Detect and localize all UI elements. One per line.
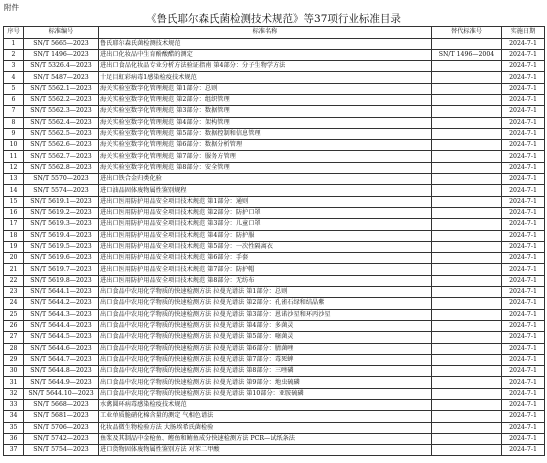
cell-standard-number: SN/T 5644.10—2023 [24, 388, 99, 399]
cell-index: 14 [4, 185, 24, 196]
cell-effective-date: 2024-7-1 [502, 196, 545, 207]
cell-effective-date: 2024-7-1 [502, 445, 545, 456]
cell-replaced-standard [432, 117, 502, 128]
cell-index: 23 [4, 287, 24, 298]
table-row [4, 388, 545, 399]
cell-standard-name: 出口食品中农用化学物质的快速检测方法 拉曼光谱法 第9部分：地虫硫磷 [99, 377, 432, 388]
cell-standard-number: SN/T 5562.4—2023 [24, 117, 99, 128]
cell-standard-number: SN/T 5681—2023 [24, 411, 99, 422]
cell-replaced-standard [432, 38, 502, 49]
cell-standard-name: 出口食品中农用化学物质的快速检测方法 拉曼光谱法 第3部分：恩诺沙星和环丙沙星 [99, 309, 432, 320]
cell-index: 18 [4, 230, 24, 241]
cell-replaced-standard [432, 230, 502, 241]
cell-standard-number: SN/T 5619.6—2023 [24, 253, 99, 264]
cell-effective-date: 2024-7-1 [502, 264, 545, 275]
cell-standard-name: 进出口医用防护用品安全项目技术规范 第5部分：一次性隔离衣 [99, 241, 432, 252]
cell-standard-name: 进出口食品化妆品专业分析方法验证指南 第4部分：分子生物学方法 [99, 61, 432, 72]
cell-effective-date: 2024-7-1 [502, 94, 545, 105]
cell-replaced-standard [432, 445, 502, 456]
cell-replaced-standard [432, 332, 502, 343]
cell-replaced-standard [432, 185, 502, 196]
cell-index: 4 [4, 72, 24, 83]
table-row [4, 366, 545, 377]
cell-effective-date: 2024-7-1 [502, 219, 545, 230]
table-row [4, 174, 545, 185]
cell-effective-date: 2024-7-1 [502, 162, 545, 173]
cell-index: 31 [4, 377, 24, 388]
cell-replaced-standard [432, 275, 502, 286]
cell-replaced-standard [432, 83, 502, 94]
cell-replaced-standard [432, 377, 502, 388]
cell-standard-number: SN/T 5668—2023 [24, 400, 99, 411]
table-row [4, 151, 545, 162]
cell-index: 10 [4, 140, 24, 151]
cell-index: 24 [4, 298, 24, 309]
cell-index: 9 [4, 128, 24, 139]
cell-standard-number: SN/T 5619.3—2023 [24, 219, 99, 230]
cell-standard-name: 出口食品中农用化学物质的快速检测方法 拉曼光谱法 第4部分：多菌灵 [99, 320, 432, 331]
standards-table [3, 26, 545, 456]
cell-effective-date: 2024-7-1 [502, 230, 545, 241]
cell-index: 32 [4, 388, 24, 399]
cell-index: 30 [4, 366, 24, 377]
cell-replaced-standard [432, 309, 502, 320]
cell-effective-date: 2024-7-1 [502, 38, 545, 49]
cell-standard-number: SN/T 5619.1—2023 [24, 196, 99, 207]
cell-standard-number: SN/T 1496—2023 [24, 49, 99, 60]
table-row [4, 94, 545, 105]
cell-standard-name: 海关实验室数字化管理规范 第1部分：总则 [99, 83, 432, 94]
table-row [4, 332, 545, 343]
cell-index: 35 [4, 422, 24, 433]
cell-index: 2 [4, 49, 24, 60]
cell-replaced-standard [432, 287, 502, 298]
cell-standard-name: 水禽圆环病毒感染检疫技术规范 [99, 400, 432, 411]
table-row [4, 117, 545, 128]
cell-standard-name: 进出口医用防护用品安全项目技术规范 第2部分：防护口罩 [99, 207, 432, 218]
header-standard-name: 标准名称 [99, 27, 432, 39]
cell-standard-name: 海关实验室数字化管理规范 第7部分：服务方管理 [99, 151, 432, 162]
cell-standard-name: 出口食品中农用化学物质的快速检测方法 拉曼光谱法 第5部分：噻菌灵 [99, 332, 432, 343]
table-row [4, 309, 545, 320]
cell-index: 8 [4, 117, 24, 128]
cell-replaced-standard [432, 388, 502, 399]
table-row [4, 106, 545, 117]
cell-effective-date: 2024-7-1 [502, 343, 545, 354]
cell-effective-date: 2024-7-1 [502, 117, 545, 128]
cell-index: 27 [4, 332, 24, 343]
cell-standard-name: 鱼浆及其制品中金枪鱼、鲣鱼和鲔鱼成分快速检测方法 PCR—试纸条法 [99, 433, 432, 444]
table-row [4, 275, 545, 286]
table-row [4, 162, 545, 173]
cell-effective-date: 2024-7-1 [502, 400, 545, 411]
header-replaced-standard: 替代标准号 [432, 27, 502, 39]
cell-standard-number: SN/T 5644.8—2023 [24, 366, 99, 377]
cell-standard-name: 进出口医用防护用品安全项目技术规范 第7部分：防护帽 [99, 264, 432, 275]
cell-standard-name: 海关实验室数字化管理规范 第4部分：架构管理 [99, 117, 432, 128]
cell-standard-name: 进出口铁合金归类化验 [99, 174, 432, 185]
cell-effective-date: 2024-7-1 [502, 83, 545, 94]
cell-effective-date: 2024-7-1 [502, 140, 545, 151]
cell-replaced-standard [432, 61, 502, 72]
cell-effective-date: 2024-7-1 [502, 354, 545, 365]
cell-replaced-standard [432, 94, 502, 105]
table-row [4, 230, 545, 241]
cell-effective-date: 2024-7-1 [502, 433, 545, 444]
table-row [4, 320, 545, 331]
cell-standard-number: SN/T 5574—2023 [24, 185, 99, 196]
cell-effective-date: 2024-7-1 [502, 128, 545, 139]
cell-standard-number: SN/T 5619.8—2023 [24, 275, 99, 286]
cell-effective-date: 2024-7-1 [502, 422, 545, 433]
cell-index: 17 [4, 219, 24, 230]
cell-replaced-standard [432, 106, 502, 117]
cell-index: 29 [4, 354, 24, 365]
cell-standard-number: SN/T 5326.4—2023 [24, 61, 99, 72]
cell-index: 25 [4, 309, 24, 320]
table-row [4, 298, 545, 309]
cell-effective-date: 2024-7-1 [502, 275, 545, 286]
cell-replaced-standard [432, 400, 502, 411]
cell-standard-name: 出口食品中农用化学物质的快速检测方法 拉曼光谱法 第7部分：毒死蜱 [99, 354, 432, 365]
cell-standard-name: 化妆品微生物检验方法 大肠埃希氏菌检验 [99, 422, 432, 433]
cell-standard-number: SN/T 5570—2023 [24, 174, 99, 185]
table-row [4, 61, 545, 72]
cell-index: 20 [4, 253, 24, 264]
cell-standard-name: 进口货物固体废物属性鉴别方法 对苯二甲酸 [99, 445, 432, 456]
cell-standard-number: SN/T 5562.8—2023 [24, 162, 99, 173]
cell-index: 21 [4, 264, 24, 275]
cell-standard-name: 鲁氏耶尔森氏菌检测技术规范 [99, 38, 432, 49]
cell-standard-number: SN/T 5619.5—2023 [24, 241, 99, 252]
cell-replaced-standard [432, 343, 502, 354]
cell-effective-date: 2024-7-1 [502, 388, 545, 399]
header-standard-number: 标准编号 [24, 27, 99, 39]
cell-effective-date: 2024-7-1 [502, 253, 545, 264]
attachment-label: 附件 [4, 3, 19, 12]
table-row [4, 253, 545, 264]
cell-standard-name: 海关实验室数字化管理规范 第2部分：组织管理 [99, 94, 432, 105]
cell-standard-name: 十足目虹彩病毒1感染检疫技术规范 [99, 72, 432, 83]
table-row [4, 400, 545, 411]
cell-standard-number: SN/T 5665—2023 [24, 38, 99, 49]
cell-replaced-standard [432, 207, 502, 218]
cell-standard-number: SN/T 5742—2023 [24, 433, 99, 444]
cell-effective-date: 2024-7-1 [502, 411, 545, 422]
table-row [4, 264, 545, 275]
cell-index: 33 [4, 400, 24, 411]
cell-effective-date: 2024-7-1 [502, 309, 545, 320]
cell-replaced-standard [432, 128, 502, 139]
table-row [4, 411, 545, 422]
cell-standard-name: 海关实验室数字化管理规范 第6部分：数据分析管理 [99, 140, 432, 151]
cell-standard-number: SN/T 5562.6—2023 [24, 140, 99, 151]
table-row [4, 433, 545, 444]
cell-standard-name: 海关实验室数字化管理规范 第5部分：数据控制和信息管理 [99, 128, 432, 139]
cell-replaced-standard [432, 253, 502, 264]
cell-standard-number: SN/T 5562.7—2023 [24, 151, 99, 162]
cell-standard-name: 进口油品固体废物属性鉴别规程 [99, 185, 432, 196]
cell-standard-number: SN/T 5619.4—2023 [24, 230, 99, 241]
cell-standard-number: SN/T 5754—2023 [24, 445, 99, 456]
cell-standard-number: SN/T 5644.4—2023 [24, 320, 99, 331]
cell-effective-date: 2024-7-1 [502, 185, 545, 196]
cell-replaced-standard [432, 140, 502, 151]
table-row [4, 287, 545, 298]
cell-standard-number: SN/T 5644.5—2023 [24, 332, 99, 343]
cell-index: 22 [4, 275, 24, 286]
header-index: 序号 [4, 27, 24, 39]
cell-standard-number: SN/T 5487—2023 [24, 72, 99, 83]
cell-standard-number: SN/T 5644.9—2023 [24, 377, 99, 388]
cell-index: 5 [4, 83, 24, 94]
cell-effective-date: 2024-7-1 [502, 106, 545, 117]
cell-replaced-standard: SN/T 1496—2004 [432, 49, 502, 60]
cell-index: 19 [4, 241, 24, 252]
cell-effective-date: 2024-7-1 [502, 207, 545, 218]
cell-index: 6 [4, 94, 24, 105]
cell-replaced-standard [432, 241, 502, 252]
table-row [4, 219, 545, 230]
cell-standard-name: 工业单质脆硝化棉含量的测定 气相色谱法 [99, 411, 432, 422]
cell-index: 13 [4, 174, 24, 185]
cell-index: 37 [4, 445, 24, 456]
table-row [4, 140, 545, 151]
cell-replaced-standard [432, 433, 502, 444]
cell-index: 7 [4, 106, 24, 117]
table-row [4, 185, 545, 196]
table-row [4, 72, 545, 83]
cell-replaced-standard [432, 298, 502, 309]
table-row [4, 343, 545, 354]
cell-standard-number: SN/T 5644.3—2023 [24, 309, 99, 320]
cell-replaced-standard [432, 174, 502, 185]
cell-standard-name: 出口食品中农用化学物质的快速检测方法 拉曼光谱法 第10部分：亚胺硫磷 [99, 388, 432, 399]
cell-index: 34 [4, 411, 24, 422]
cell-effective-date: 2024-7-1 [502, 49, 545, 60]
cell-effective-date: 2024-7-1 [502, 377, 545, 388]
cell-standard-name: 进出口医用防护用品安全项目技术规范 第3部分：儿童口罩 [99, 219, 432, 230]
table-row [4, 422, 545, 433]
cell-replaced-standard [432, 264, 502, 275]
cell-index: 28 [4, 343, 24, 354]
cell-standard-number: SN/T 5562.1—2023 [24, 83, 99, 94]
table-row [4, 196, 545, 207]
table-row [4, 445, 545, 456]
cell-standard-name: 进出口化妆品中生育酚酸醋的测定 [99, 49, 432, 60]
cell-standard-name: 进出口医用防护用品安全项目技术规范 第4部分：防护服 [99, 230, 432, 241]
table-row [4, 38, 545, 49]
cell-effective-date: 2024-7-1 [502, 287, 545, 298]
cell-index: 11 [4, 151, 24, 162]
cell-standard-name: 进出口医用防护用品安全项目技术规范 第6部分：手套 [99, 253, 432, 264]
cell-index: 15 [4, 196, 24, 207]
cell-effective-date: 2024-7-1 [502, 366, 545, 377]
cell-standard-number: SN/T 5644.6—2023 [24, 343, 99, 354]
cell-replaced-standard [432, 219, 502, 230]
cell-standard-name: 出口食品中农用化学物质的快速检测方法 拉曼光谱法 第6部分：腈菌唑 [99, 343, 432, 354]
cell-standard-name: 进出口医用防护用品安全项目技术规范 第8部分：无纺布 [99, 275, 432, 286]
cell-effective-date: 2024-7-1 [502, 72, 545, 83]
cell-replaced-standard [432, 196, 502, 207]
cell-replaced-standard [432, 320, 502, 331]
cell-standard-number: SN/T 5562.5—2023 [24, 128, 99, 139]
table-row [4, 207, 545, 218]
cell-standard-number: SN/T 5644.1—2023 [24, 287, 99, 298]
cell-effective-date: 2024-7-1 [502, 174, 545, 185]
cell-index: 3 [4, 61, 24, 72]
cell-replaced-standard [432, 354, 502, 365]
cell-effective-date: 2024-7-1 [502, 298, 545, 309]
cell-effective-date: 2024-7-1 [502, 151, 545, 162]
cell-standard-name: 出口食品中农用化学物质的快速检测方法 拉曼光谱法 第8部分：三唑磷 [99, 366, 432, 377]
cell-standard-name: 海关实验室数字化管理规范 第3部分：数据管理 [99, 106, 432, 117]
table-row [4, 354, 545, 365]
cell-standard-number: SN/T 5644.7—2023 [24, 354, 99, 365]
cell-index: 16 [4, 207, 24, 218]
cell-index: 36 [4, 433, 24, 444]
cell-effective-date: 2024-7-1 [502, 241, 545, 252]
cell-replaced-standard [432, 162, 502, 173]
table-row [4, 49, 545, 60]
cell-standard-number: SN/T 5706—2023 [24, 422, 99, 433]
cell-standard-number: SN/T 5562.2—2023 [24, 94, 99, 105]
table-row [4, 241, 545, 252]
page-title: 《鲁氏耶尔森氏菌检测技术规范》等37项行业标准目录 [146, 13, 401, 25]
cell-effective-date: 2024-7-1 [502, 320, 545, 331]
cell-effective-date: 2024-7-1 [502, 61, 545, 72]
cell-standard-number: SN/T 5644.2—2023 [24, 298, 99, 309]
cell-standard-number: SN/T 5619.2—2023 [24, 207, 99, 218]
cell-standard-number: SN/T 5562.3—2023 [24, 106, 99, 117]
cell-replaced-standard [432, 366, 502, 377]
cell-index: 12 [4, 162, 24, 173]
cell-effective-date: 2024-7-1 [502, 332, 545, 343]
cell-standard-name: 海关实验室数字化管理规范 第8部分：安全管理 [99, 162, 432, 173]
cell-standard-name: 出口食品中农用化学物质的快速检测方法 拉曼光谱法 第1部分：总则 [99, 287, 432, 298]
cell-standard-number: SN/T 5619.7—2023 [24, 264, 99, 275]
cell-replaced-standard [432, 72, 502, 83]
cell-index: 26 [4, 320, 24, 331]
table-row [4, 83, 545, 94]
table-header-row [4, 27, 545, 39]
cell-replaced-standard [432, 422, 502, 433]
cell-standard-name: 进出口医用防护用品安全项目技术规范 第1部分：通则 [99, 196, 432, 207]
cell-replaced-standard [432, 411, 502, 422]
cell-index: 1 [4, 38, 24, 49]
table-row [4, 377, 545, 388]
cell-standard-name: 出口食品中农用化学物质的快速检测方法 拉曼光谱法 第2部分：孔雀石绿和结晶紫 [99, 298, 432, 309]
header-effective-date: 实施日期 [502, 27, 545, 39]
table-row [4, 128, 545, 139]
cell-replaced-standard [432, 151, 502, 162]
